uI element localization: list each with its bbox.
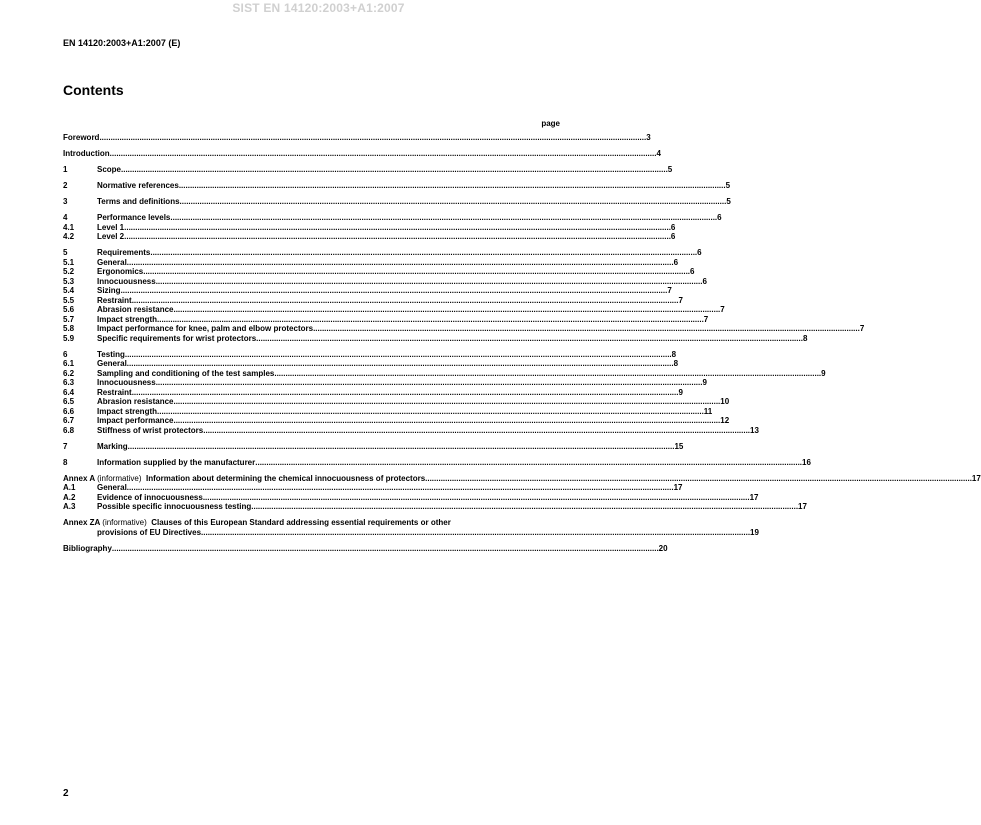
toc-entry-title: Level 2 <box>97 232 125 241</box>
toc-entry-page: 17 <box>971 473 981 483</box>
toc-entry-page: 6 <box>697 248 702 257</box>
toc-entry-title: Scope <box>97 165 122 174</box>
toc-entry-page: 4 <box>656 149 661 158</box>
toc-entry-number: 4.1 <box>63 222 75 232</box>
toc-entry-page: 19 <box>750 527 759 537</box>
toc-entry-title <box>63 518 451 528</box>
toc-entry-page: 9 <box>678 387 683 397</box>
toc-entry-page: 5 <box>725 181 731 190</box>
toc-entry-title: Restraint <box>97 387 132 397</box>
toc-entry-page: 6 <box>670 222 676 232</box>
toc-entry[interactable] <box>63 222 676 233</box>
toc-entry-page: 7 <box>678 295 683 305</box>
toc-entry-title: Innocuousness <box>97 276 156 286</box>
toc-entry-number: 5.6 <box>63 305 75 314</box>
toc-entry-title: Impact performance <box>97 416 174 425</box>
annex-title: Clauses of this European Standard addressing essential requirements or other <box>151 518 451 527</box>
toc-entry-number: 8 <box>63 457 68 467</box>
toc-entry-number: 6.6 <box>63 406 75 416</box>
toc-entry[interactable] <box>63 276 707 287</box>
toc-entry-title: Sizing <box>97 286 121 295</box>
toc-entry-title-continued: provisions of EU Directives. <box>97 527 204 537</box>
toc-entry-title: Evidence of innocuousness <box>97 492 203 502</box>
toc-entry-title: Level 1 <box>97 222 125 232</box>
toc-entry[interactable] <box>63 397 730 407</box>
toc-entry-title: Restraint <box>97 295 132 305</box>
watermark: SIST EN 14120:2003+A1:2007 <box>232 1 405 15</box>
toc-entry[interactable] <box>63 492 759 503</box>
toc-entry-number: 7 <box>63 441 68 451</box>
toc-entry[interactable] <box>63 333 808 344</box>
toc-entry[interactable] <box>63 248 702 258</box>
toc-entry-page: 5 <box>667 165 673 174</box>
toc-entry-title: Impact strength <box>97 406 158 416</box>
toc-entry-title: Possible specific innocuousness testing <box>97 502 252 511</box>
toc-entry-page: 6 <box>717 213 722 222</box>
toc-entry-number: 1 <box>63 165 68 174</box>
toc-entry-title: Stiffness of wrist protectors <box>97 425 204 435</box>
toc-entry-title: Abrasion resistance <box>97 305 174 314</box>
toc-entry-title: Terms and definitions <box>97 197 180 206</box>
annex-title: Information about determining the chemical innocuousness of protectors <box>146 473 426 483</box>
toc-entry-title: Ergonomics <box>97 267 144 276</box>
toc-entry[interactable] <box>63 181 731 191</box>
toc-entry-annex[interactable] <box>63 473 981 484</box>
toc-entry-title: Information supplied by the manufacturer <box>97 457 256 467</box>
toc-entry-page: 5 <box>726 197 731 206</box>
toc-entry-title: Introduction <box>63 149 110 158</box>
toc-entry-page: 8 <box>671 349 677 359</box>
toc-entry[interactable] <box>63 314 709 325</box>
toc-entry-page: 20 <box>658 543 668 553</box>
toc-entry-page: 16 <box>802 457 811 467</box>
toc-entry[interactable] <box>63 213 722 223</box>
toc-entry-page: 10 <box>720 397 730 406</box>
toc-entry-title: General <box>97 257 127 267</box>
page-number: 2 <box>63 788 69 799</box>
toc-entry-page: 7 <box>703 314 709 324</box>
toc-entry-title: Abrasion resistance <box>97 397 174 406</box>
toc-entry[interactable] <box>63 305 725 315</box>
toc-entry-number: 6.8 <box>63 425 75 435</box>
toc-entry-page: 9 <box>821 368 826 378</box>
page-column-label: page <box>541 119 560 128</box>
page-title: Contents <box>63 82 124 98</box>
toc-entry[interactable] <box>63 378 707 388</box>
annex-informative-label: (informative) <box>97 473 142 483</box>
toc-entry[interactable] <box>63 425 759 436</box>
toc-entry-number: 4 <box>63 213 68 222</box>
toc-entry-title: Performance levels <box>97 213 171 222</box>
toc-entry[interactable] <box>63 387 683 398</box>
toc-entry[interactable] <box>63 359 679 369</box>
toc-entry[interactable] <box>63 149 661 159</box>
toc-entry-annex[interactable] <box>63 518 759 537</box>
toc-entry-number: A.1 <box>63 483 76 492</box>
toc-entry-page: 8 <box>673 359 679 368</box>
toc-entry-page: 6 <box>702 276 707 286</box>
toc-entry[interactable] <box>63 502 807 512</box>
toc-entry[interactable] <box>63 441 684 452</box>
toc-entry-number: 4.2 <box>63 232 75 241</box>
toc-entry-number: 3 <box>63 197 68 206</box>
toc-entry[interactable] <box>63 267 695 277</box>
toc-entry[interactable] <box>63 543 668 554</box>
toc-entry[interactable] <box>63 406 713 417</box>
toc-entry-page: 7 <box>859 324 865 333</box>
toc-entry-page: 17 <box>798 502 807 511</box>
toc-entry-number: 5.4 <box>63 286 75 295</box>
toc-entry-number: 6.7 <box>63 416 75 425</box>
annex-label: Annex ZA <box>63 518 101 527</box>
toc-entry-title: Requirements <box>97 248 151 257</box>
toc-entry-number: 5 <box>63 248 68 257</box>
toc-entry-page: 7 <box>720 305 725 314</box>
toc-entry-number: 5.1 <box>63 257 75 267</box>
toc-entry-number: 6.3 <box>63 378 75 387</box>
toc-entry[interactable] <box>63 483 683 493</box>
toc-entry-number: 5.2 <box>63 267 75 276</box>
toc-entry-title: Bibliography <box>63 543 112 553</box>
toc-entry-title: Innocuousness <box>97 378 156 387</box>
toc-entry-page: 6 <box>670 232 676 241</box>
toc-entry-number: 6.1 <box>63 359 75 368</box>
toc-entry-title: Testing <box>97 349 125 359</box>
toc-entry[interactable] <box>63 349 677 360</box>
toc-entry-number: 6.4 <box>63 387 75 397</box>
toc-entry[interactable] <box>63 257 679 268</box>
toc-entry-page: 9 <box>702 378 707 387</box>
toc-entry-page: 17 <box>673 483 683 492</box>
toc-entry-number: 5.3 <box>63 276 75 286</box>
toc-entry-page: 12 <box>720 416 730 425</box>
toc-entry-number: 5.7 <box>63 314 75 324</box>
table-of-contents <box>63 133 981 553</box>
toc-entry-page: 8 <box>802 333 808 343</box>
toc-entry-title: General <box>97 359 127 368</box>
toc-entry[interactable] <box>63 197 731 207</box>
toc-entry-number: 5.9 <box>63 333 75 343</box>
toc-entry-number: A.3 <box>63 502 76 511</box>
toc-entry-title: Foreword <box>63 133 100 142</box>
toc-entry-title: Normative references <box>97 181 179 190</box>
annex-label: Annex A <box>63 473 95 483</box>
toc-entry[interactable] <box>63 232 676 242</box>
toc-entry-number: 6 <box>63 349 68 359</box>
document-id: EN 14120:2003+A1:2007 (E) <box>63 38 181 48</box>
toc-entry-title: Impact performance for knee, palm and elbow protectors <box>97 324 314 333</box>
toc-entry-page: 6 <box>673 257 679 267</box>
toc-entry-number: A.2 <box>63 492 76 502</box>
toc-entry-page: 3 <box>646 133 651 142</box>
toc-entry-page: 6 <box>690 267 695 276</box>
toc-entry-page: 17 <box>749 492 759 502</box>
toc-entry-number: 6.2 <box>63 368 75 378</box>
toc-entry[interactable] <box>63 286 672 296</box>
toc-entry-title <box>63 474 425 484</box>
toc-entry-page: 15 <box>674 441 684 451</box>
toc-entry-number: 5.5 <box>63 295 75 305</box>
toc-entry-title: Specific requirements for wrist protectors <box>97 333 257 343</box>
toc-entry[interactable] <box>63 165 673 175</box>
toc-entry[interactable] <box>63 133 651 143</box>
toc-entry-number: 5.8 <box>63 324 75 333</box>
toc-entry-page: 7 <box>667 286 672 295</box>
toc-entry[interactable] <box>63 295 683 306</box>
toc-entry-page: 13 <box>750 425 759 435</box>
toc-entry[interactable] <box>63 416 730 426</box>
toc-entry-title: Sampling and conditioning of the test samples <box>97 368 275 378</box>
toc-entry[interactable] <box>63 324 865 334</box>
toc-entry[interactable] <box>63 368 826 379</box>
toc-entry-title: Impact strength <box>97 314 158 324</box>
toc-entry-number: 6.5 <box>63 397 75 406</box>
annex-informative-label: (informative) <box>102 518 147 527</box>
toc-entry-title: General <box>97 483 127 492</box>
toc-entry-number: 2 <box>63 181 68 190</box>
toc-entry-title: Marking <box>97 441 128 451</box>
toc-entry[interactable] <box>63 457 811 468</box>
toc-entry-page: 11 <box>703 406 713 416</box>
